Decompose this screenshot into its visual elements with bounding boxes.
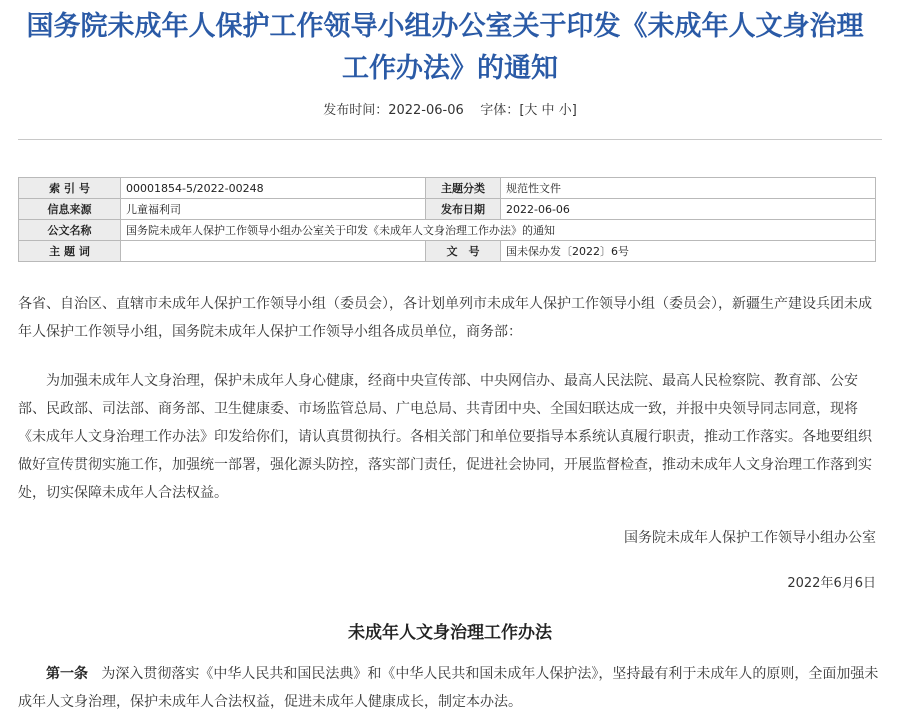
date-value: 2022-06-06 xyxy=(501,199,876,220)
font-medium-button[interactable]: 中 xyxy=(541,103,555,118)
addressee-paragraph: 各省、自治区、直辖市未成年人保护工作领导小组（委员会），各计划单列市未成年人保护工作领导小组（委员会），新疆生产建设兵团未成年人保护工作领导小组，国务院未成年人保护工作领导小组各成员单位，商务部： xyxy=(18,296,872,340)
doc-name-label: 公文名称 xyxy=(19,220,121,241)
font-bracket-open: [ xyxy=(519,103,525,118)
publish-date: 2022-06-06 xyxy=(388,103,464,118)
source-label: 信息来源 xyxy=(19,199,121,220)
index-label: 索 引 号 xyxy=(19,178,121,199)
source-value: 儿童福利司 xyxy=(121,199,426,220)
font-size-label: 字体： xyxy=(480,103,520,118)
index-value: 00001854-5/2022-00248 xyxy=(121,178,426,199)
doc-number-value: 国未保办发〔2022〕6号 xyxy=(501,241,876,262)
doc-name-value: 国务院未成年人保护工作领导小组办公室关于印发《未成年人文身治理工作办法》的通知 xyxy=(121,220,876,241)
article-1 xyxy=(18,660,880,716)
signature-date: 2022年6月6日 xyxy=(787,576,876,591)
page-title xyxy=(0,6,900,90)
topic-label: 主题分类 xyxy=(426,178,501,199)
table-row xyxy=(19,178,876,199)
font-small-button[interactable]: 小 xyxy=(558,103,572,118)
topic-value: 规范性文件 xyxy=(501,178,876,199)
publish-label: 发布时间： xyxy=(323,103,389,118)
page-title-line1: 国务院未成年人保护工作领导小组办公室关于印发《未成年人文身治理 xyxy=(26,11,864,42)
article-text: 为深入贯彻落实《中华人民共和国民法典》和《中华人民共和国未成年人保护法》，坚持最有利于未成年人的原则，全面加强未成年人文身治理，保护未成年人合法权益，促进未成年人健康成长，制定本办法。 xyxy=(18,666,879,710)
signature: 国务院未成年人保护工作领导小组办公室 xyxy=(624,530,876,546)
table-row xyxy=(19,199,876,220)
date-label: 发布日期 xyxy=(426,199,501,220)
doc-number-label: 文 号 xyxy=(426,241,501,262)
info-table xyxy=(18,177,876,262)
document-title: 未成年人文身治理工作办法 xyxy=(348,623,552,643)
keywords-value xyxy=(121,241,426,262)
keywords-label: 主 题 词 xyxy=(19,241,121,262)
font-bracket-close: ] xyxy=(571,103,577,118)
main-paragraph: 为加强未成年人文身治理，保护未成年人身心健康，经商中央宣传部、中央网信办、最高人民法院、最高人民检察院、教育部、公安部、民政部、司法部、商务部、卫生健康委、市场监管总局、广电总局、共青团中央、全国妇联达成一致，并报中央领导同志同意，现将《未成年人文身治理工作办法》印发给你们，请认真贯彻执行。各相关部门和单位要指导本系统认真履行职责，推动工作落实。各地要组织做好宣传贯彻实施工作，加强统一部署，强化源头防控，落实部门责任，促进社会协同，开展监督检查，推动未成年人文身治理工作落到实处，切实保障未成年人合法权益。 xyxy=(18,373,872,501)
font-large-button[interactable]: 大 xyxy=(524,103,538,118)
table-row xyxy=(19,220,876,241)
page-title-line2: 工作办法》的通知 xyxy=(342,53,558,84)
table-row xyxy=(19,241,876,262)
divider xyxy=(18,139,882,140)
publish-meta xyxy=(0,99,900,118)
article-number: 第一条 xyxy=(46,666,88,682)
